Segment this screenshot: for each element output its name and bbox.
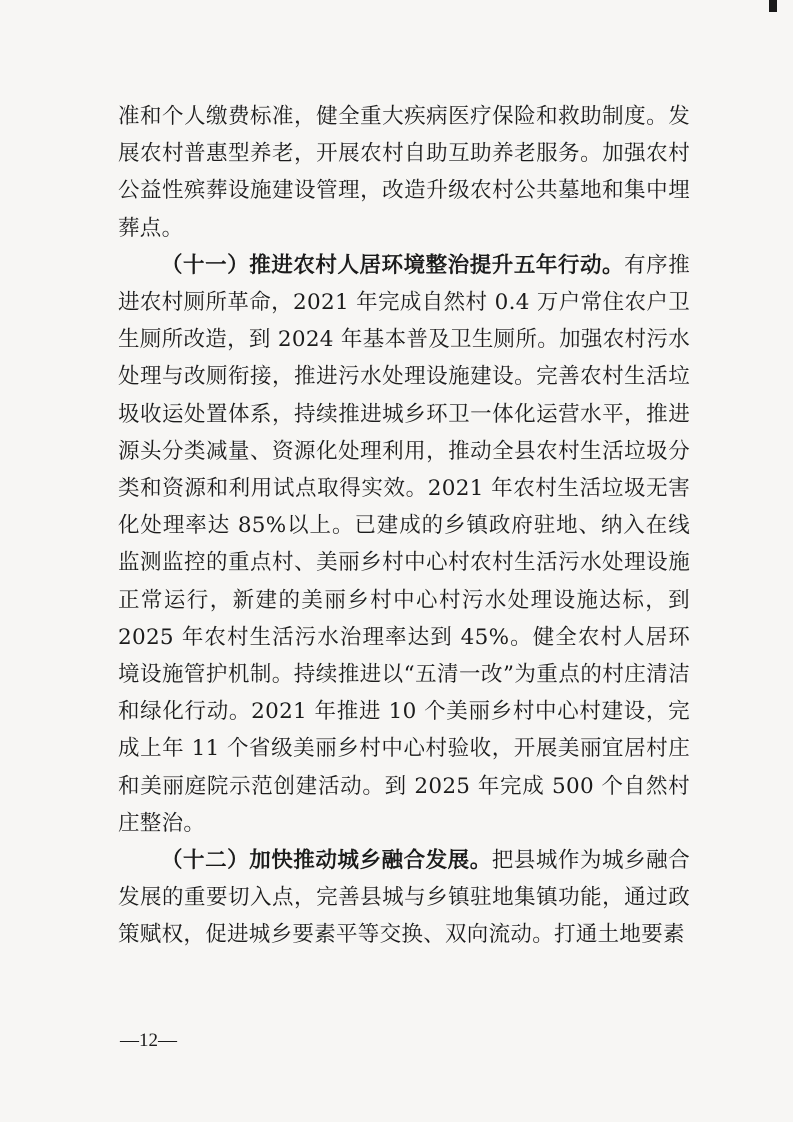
paragraph-continuation <box>118 98 690 247</box>
paragraph-text: 把县城作为城乡融合发展的重要切入点，完善县城与乡镇驻地集镇功能，通过政策赋权，促进城乡要素平等交换、双向流动。打通土地要素 <box>118 848 690 948</box>
paragraph-section-12 <box>118 842 690 954</box>
scan-edge-mark <box>769 0 777 12</box>
document-body <box>118 98 690 954</box>
page-number: —12— <box>120 1030 177 1051</box>
paragraph-section-11 <box>118 247 690 842</box>
paragraph-text: 有序推进农村厕所革命，2021 年完成自然村 0.4 万户常住农户卫生厕所改造，到 2024 年基本普及卫生厕所。加强农村污水处理与改厕衔接，推进污水处理设施建设。完善农村生活垃圾收运处置体系，持续推进城乡环卫一体化运营水平，推进源头分类减量、资源化处理利用，推动全县农村生活垃圾分类和资源和利用试点取得实效。2021 年农村生活垃圾无害化处理率达 85%以上。已建成的乡镇政府驻地、纳入在线监测监控的重点村、美丽乡村中心村农村生活污水处理设施正常运行，新建的美丽乡村中心村污水处理设施达标，到 2025 年农村生活污水治理率达到 45%。健全农村人居环境设施管护机制。持续推进以“五清一改”为重点的村庄清洁和绿化行动。2021 年推进 10 个美丽乡村中心村建设，完成上年 11 个省级美丽乡村中心村验收，开展美丽宜居村庄和美丽庭院示范创建活动。到 2025 年完成 500 个自然村庄整治。 <box>118 252 690 836</box>
paragraph-text: 准和个人缴费标准，健全重大疾病医疗保险和救助制度。发展农村普惠型养老，开展农村自助互助养老服务。加强农村公益性殡葬设施建设管理，改造升级农村公共墓地和集中埋葬点。 <box>118 104 690 241</box>
section-heading-12: （十二）加快推动城乡融合发展。 <box>161 848 492 874</box>
section-heading-11: （十一）推进农村人居环境整治提升五年行动。 <box>161 252 625 278</box>
